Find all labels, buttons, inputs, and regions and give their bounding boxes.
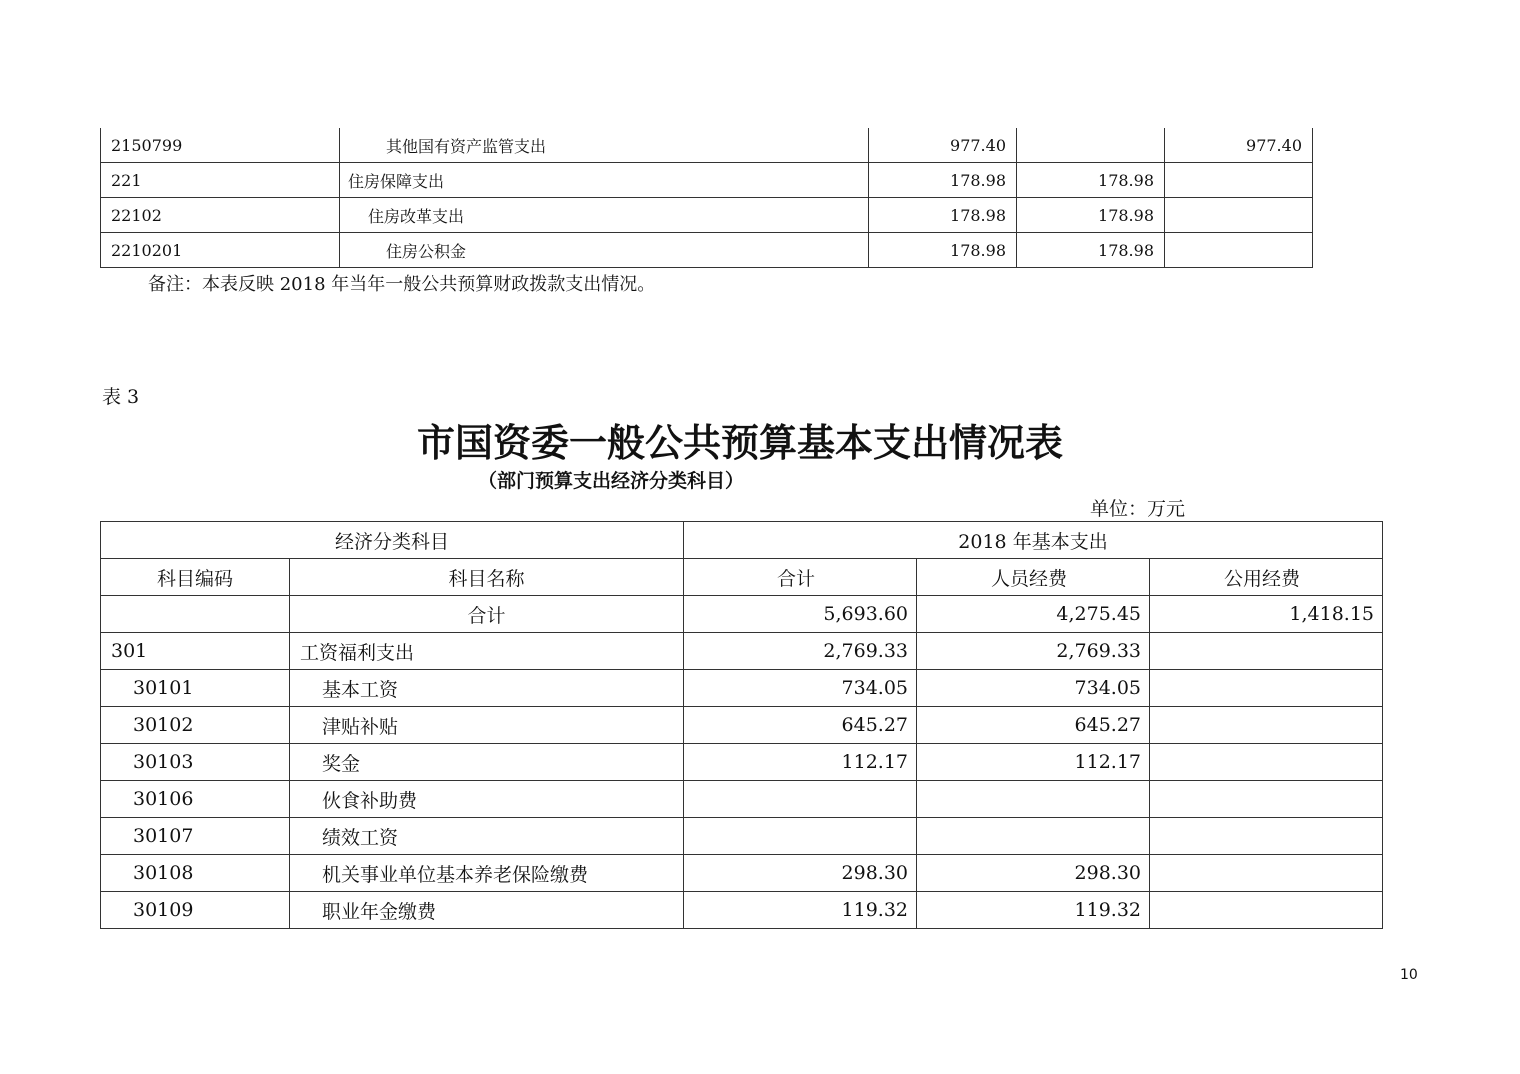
subject-name: 奖金 — [290, 744, 684, 781]
amount-personnel: 2,769.33 — [917, 633, 1150, 670]
amount-total: 734.05 — [684, 670, 917, 707]
personnel-column-header: 人员经费 — [917, 559, 1150, 596]
table-row — [101, 744, 1383, 781]
table-row — [101, 707, 1383, 744]
amount-project — [1165, 233, 1313, 268]
amount-basic: 178.98 — [1017, 233, 1165, 268]
subject-name: 其他国有资产监管支出 — [340, 128, 869, 163]
amount-project: 977.40 — [1165, 128, 1313, 163]
amount-personnel — [917, 781, 1150, 818]
subject-code — [101, 596, 290, 633]
amount-personnel: 298.30 — [917, 855, 1150, 892]
amount-public — [1150, 744, 1383, 781]
code-column-header: 科目编码 — [101, 559, 290, 596]
subject-code: 2150799 — [101, 128, 340, 163]
expenditure-continuation-table — [100, 128, 1313, 268]
subject-name: 合计 — [290, 596, 684, 633]
group-header-row — [101, 522, 1383, 559]
amount-personnel: 119.32 — [917, 892, 1150, 929]
column-header-row — [101, 559, 1383, 596]
subject-code: 30109 — [101, 892, 290, 929]
subject-name: 绩效工资 — [290, 818, 684, 855]
subject-code: 22102 — [101, 198, 340, 233]
total-column-header: 合计 — [684, 559, 917, 596]
subject-name: 机关事业单位基本养老保险缴费 — [290, 855, 684, 892]
name-column-header: 科目名称 — [290, 559, 684, 596]
amount-total — [684, 818, 917, 855]
subject-code: 30102 — [101, 707, 290, 744]
subject-name: 住房公积金 — [340, 233, 869, 268]
amount-project — [1165, 198, 1313, 233]
amount-total: 178.98 — [869, 233, 1017, 268]
subject-code: 30108 — [101, 855, 290, 892]
page-title: 市国资委一般公共预算基本支出情况表 — [416, 421, 1063, 465]
subject-code: 301 — [101, 633, 290, 670]
amount-public — [1150, 818, 1383, 855]
amount-personnel: 112.17 — [917, 744, 1150, 781]
amount-public: 1,418.15 — [1150, 596, 1383, 633]
basic-expenditure-table — [100, 521, 1383, 929]
unit-label: 单位：万元 — [1090, 498, 1186, 520]
amount-total: 977.40 — [869, 128, 1017, 163]
subject-name: 职业年金缴费 — [290, 892, 684, 929]
year-group-header: 2018 年基本支出 — [684, 522, 1383, 559]
amount-total: 298.30 — [684, 855, 917, 892]
amount-total: 5,693.60 — [684, 596, 917, 633]
amount-total: 2,769.33 — [684, 633, 917, 670]
subject-code: 30106 — [101, 781, 290, 818]
public-column-header: 公用经费 — [1150, 559, 1383, 596]
table-row — [101, 128, 1313, 163]
page-number: 10 — [1400, 967, 1418, 983]
subject-code: 30103 — [101, 744, 290, 781]
amount-public — [1150, 707, 1383, 744]
subject-name: 伙食补助费 — [290, 781, 684, 818]
page-subtitle: （部门预算支出经济分类科目） — [478, 470, 745, 492]
amount-total: 645.27 — [684, 707, 917, 744]
table-row — [101, 781, 1383, 818]
subject-code: 221 — [101, 163, 340, 198]
table-row — [101, 163, 1313, 198]
amount-personnel: 645.27 — [917, 707, 1150, 744]
subject-code: 2210201 — [101, 233, 340, 268]
table-row — [101, 818, 1383, 855]
subject-code: 30107 — [101, 818, 290, 855]
amount-total: 178.98 — [869, 163, 1017, 198]
amount-public — [1150, 633, 1383, 670]
subject-name: 津贴补贴 — [290, 707, 684, 744]
amount-public — [1150, 781, 1383, 818]
amount-basic: 178.98 — [1017, 163, 1165, 198]
table-note: 备注：本表反映 2018 年当年一般公共预算财政拨款支出情况。 — [148, 274, 656, 295]
amount-basic — [1017, 128, 1165, 163]
subject-code: 30101 — [101, 670, 290, 707]
amount-personnel — [917, 818, 1150, 855]
table-row — [101, 892, 1383, 929]
amount-basic: 178.98 — [1017, 198, 1165, 233]
amount-total: 178.98 — [869, 198, 1017, 233]
amount-personnel: 4,275.45 — [917, 596, 1150, 633]
subject-name: 工资福利支出 — [290, 633, 684, 670]
table-row — [101, 198, 1313, 233]
amount-public — [1150, 670, 1383, 707]
amount-public — [1150, 892, 1383, 929]
subject-name: 基本工资 — [290, 670, 684, 707]
amount-total: 112.17 — [684, 744, 917, 781]
amount-public — [1150, 855, 1383, 892]
table-row — [101, 633, 1383, 670]
amount-personnel: 734.05 — [917, 670, 1150, 707]
total-row — [101, 596, 1383, 633]
amount-total — [684, 781, 917, 818]
table-row — [101, 855, 1383, 892]
table-row — [101, 670, 1383, 707]
subject-name: 住房改革支出 — [340, 198, 869, 233]
subject-name: 住房保障支出 — [340, 163, 869, 198]
table-row — [101, 233, 1313, 268]
category-group-header: 经济分类科目 — [101, 522, 684, 559]
amount-total: 119.32 — [684, 892, 917, 929]
amount-project — [1165, 163, 1313, 198]
table-number: 表 3 — [102, 386, 140, 408]
